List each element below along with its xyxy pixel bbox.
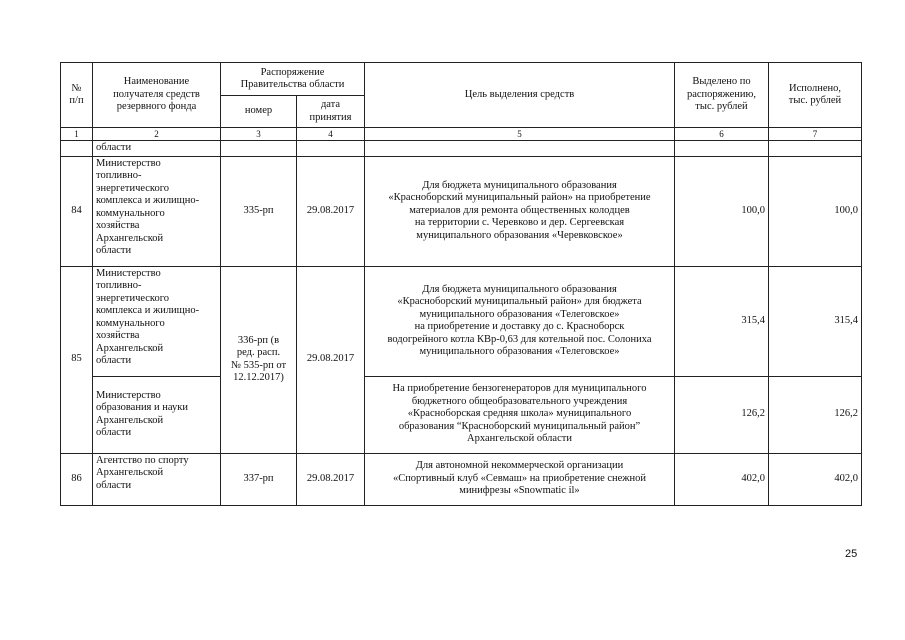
index-cell: 1 [61,128,93,141]
index-cell: 4 [297,128,365,141]
row-allocated: 100,0 [675,156,769,266]
row-purpose: Для бюджета муниципального образования «Красноборский муниципальный район» на приобретение материалов для ремонта общественных колодцев на территории с. Черевково и дер. Сергеевская муниципального образования «Черевковское» [365,156,675,266]
page-number: 25 [845,548,858,560]
index-cell: 3 [221,128,297,141]
row-order-number: 337-рп [221,453,297,505]
row-purpose: Для бюджета муниципального образования «Красноборский муниципальный район» для бюджета муниципального образования «Телеговское» на приобретение и доставку до с. Красноборск водогрейного котла КВр-0,63 для котельной пос. Солониха муниципального образования «Телеговское» [365,266,675,376]
header-recipient: Наименование получателя средств резервного фонда [93,63,221,128]
row-order-date: 29.08.2017 [297,266,365,453]
header-purpose: Цель выделения средств [365,63,675,128]
header-order: Распоряжение Правительства области [221,63,365,96]
column-index-row [61,128,862,141]
row-executed: 126,2 [769,376,862,453]
row-recipient: Агентство по спорту Архангельской области [93,453,221,505]
row-recipient: Министерство образования и науки Архангельской области [93,376,221,453]
row-num: 84 [61,156,93,266]
header-executed: Исполнено, тыс. рублей [769,63,862,128]
row-recipient: Министерство топливно- энергетического комплекса и жилищно- коммунального хозяйства Архангельской области [93,156,221,266]
continuation-text: области [93,141,221,157]
row-num: 86 [61,453,93,505]
header-num: № п/п [61,63,93,128]
header-allocated: Выделено по распоряжению, тыс. рублей [675,63,769,128]
row-executed: 100,0 [769,156,862,266]
table-row [61,266,862,376]
header-order-number: номер [221,96,297,128]
row-order-date: 29.08.2017 [297,453,365,505]
index-cell: 7 [769,128,862,141]
table-row [61,376,862,453]
row-num: 85 [61,266,93,453]
reserve-fund-table [60,62,862,506]
row-allocated: 315,4 [675,266,769,376]
row-executed: 402,0 [769,453,862,505]
row-allocated: 126,2 [675,376,769,453]
index-cell: 2 [93,128,221,141]
index-cell: 5 [365,128,675,141]
row-allocated: 402,0 [675,453,769,505]
row-order-number: 335-рп [221,156,297,266]
row-purpose: Для автономной некоммерческой организации «Спортивный клуб «Севмаш» на приобретение снежной минифрезы «Snowmatic il» [365,453,675,505]
table-row [61,453,862,505]
index-cell: 6 [675,128,769,141]
table-row [61,156,862,266]
row-recipient: Министерство топливно- энергетического комплекса и жилищно- коммунального хозяйства Архангельской области [93,266,221,376]
row-executed: 315,4 [769,266,862,376]
header-order-date: дата принятия [297,96,365,128]
row-purpose: На приобретение бензогенераторов для муниципального бюджетного общеобразовательного учреждения «Красноборская средняя школа» муниципального образования “Красноборский муниципальный район” Архангельской области [365,376,675,453]
row-order-number: 336-рп (в ред. расп. № 535-рп от 12.12.2017) [221,266,297,453]
row-order-date: 29.08.2017 [297,156,365,266]
continuation-row [61,141,862,157]
